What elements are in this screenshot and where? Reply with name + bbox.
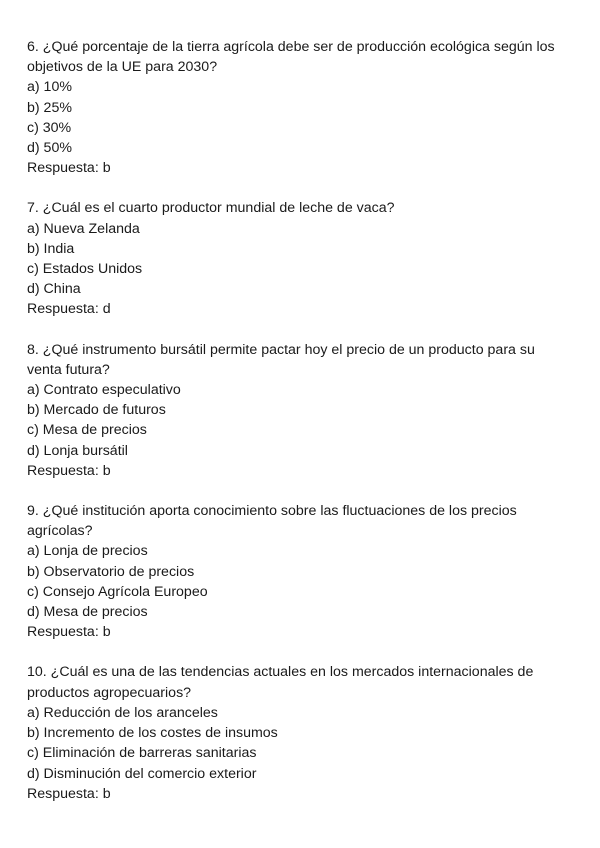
option-b: b) Incremento de los costes de insumos xyxy=(27,725,278,742)
option-d: d) Mesa de precios xyxy=(27,604,148,621)
option-c: c) Estados Unidos xyxy=(27,261,143,278)
option-b: b) Observatorio de precios xyxy=(27,563,195,580)
answer-text: Respuesta: b xyxy=(27,785,111,802)
option-a: a) Reducción de los aranceles xyxy=(27,704,218,721)
answer-text: Respuesta: b xyxy=(27,462,111,479)
question-8 xyxy=(27,340,570,481)
option-c: c) Consejo Agrícola Europeo xyxy=(27,583,208,600)
question-text: 7. ¿Cuál es el cuarto productor mundial de leche de vaca? xyxy=(27,200,395,217)
option-d: d) China xyxy=(27,281,81,298)
answer-text: Respuesta: b xyxy=(27,624,111,641)
question-text: 10. ¿Cuál es una de las tendencias actuales en los mercados internacionales de productos agropecuarios? xyxy=(27,664,534,701)
option-d: d) Disminución del comercio exterior xyxy=(27,765,257,782)
option-c: c) Mesa de precios xyxy=(27,422,147,439)
question-6 xyxy=(27,37,570,178)
option-d: d) Lonja bursátil xyxy=(27,442,128,459)
option-d: d) 50% xyxy=(27,140,72,157)
option-a: a) 10% xyxy=(27,79,72,96)
option-b: b) 25% xyxy=(27,99,72,116)
option-b: b) India xyxy=(27,240,75,257)
option-c: c) Eliminación de barreras sanitarias xyxy=(27,745,257,762)
question-9 xyxy=(27,501,570,642)
option-a: a) Nueva Zelanda xyxy=(27,220,140,237)
question-text: 8. ¿Qué instrumento bursátil permite pactar hoy el precio de un producto para su venta futura? xyxy=(27,341,535,378)
option-b: b) Mercado de futuros xyxy=(27,402,166,419)
option-a: a) Lonja de precios xyxy=(27,543,148,560)
option-c: c) 30% xyxy=(27,119,72,136)
answer-text: Respuesta: d xyxy=(27,301,111,318)
question-10 xyxy=(27,662,570,803)
question-7 xyxy=(27,198,570,319)
option-a: a) Contrato especulativo xyxy=(27,382,181,399)
question-text: 9. ¿Qué institución aporta conocimiento sobre las fluctuaciones de los precios agrícolas? xyxy=(27,503,517,540)
question-text: 6. ¿Qué porcentaje de la tierra agrícola debe ser de producción ecológica según los objetivos de la UE para 2030? xyxy=(27,39,555,76)
answer-text: Respuesta: b xyxy=(27,160,111,177)
